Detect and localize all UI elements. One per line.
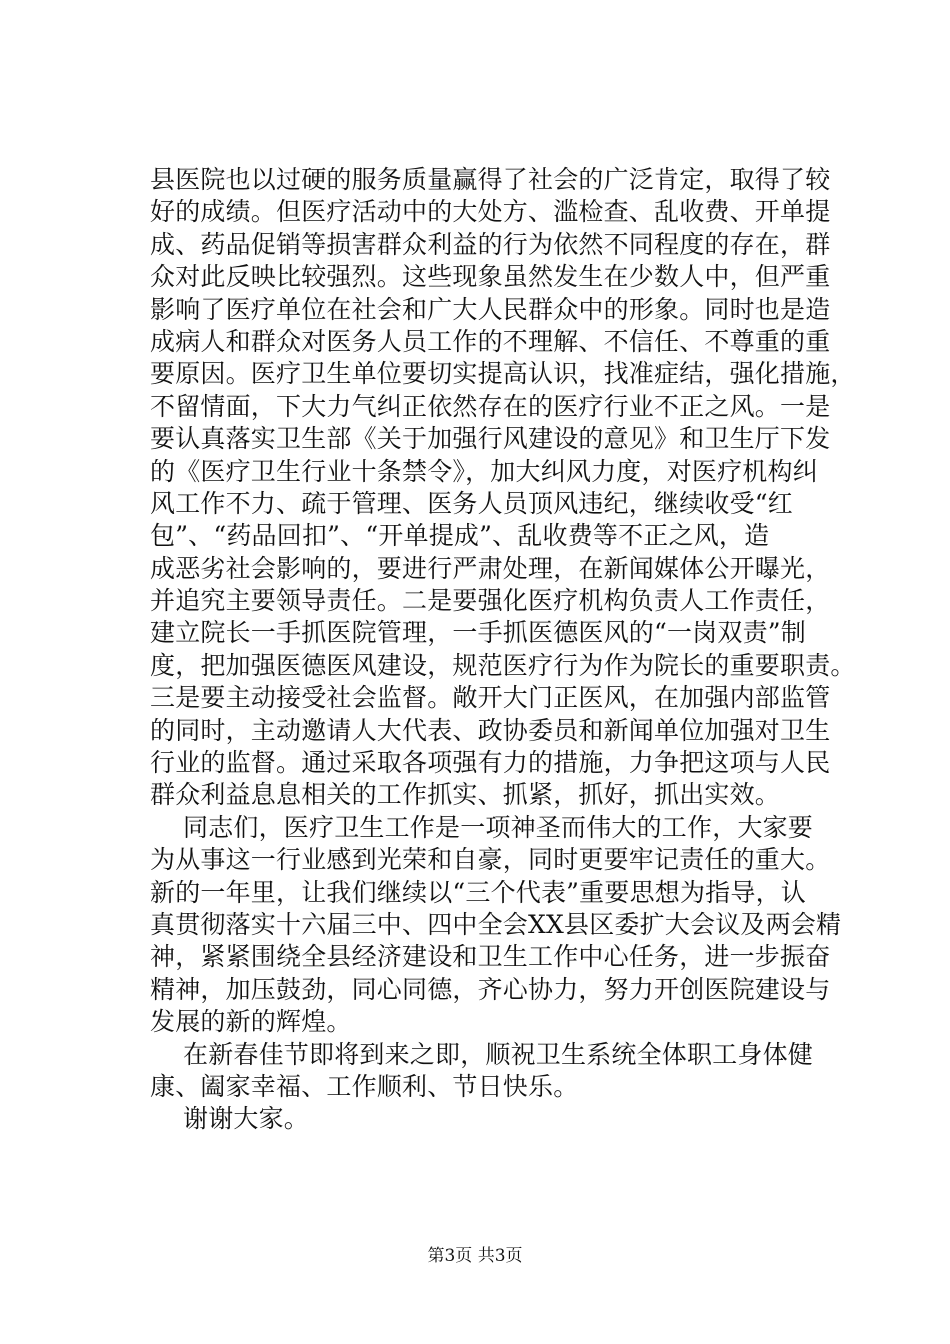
text-line: 成恶劣社会影响的，要进行严肃处理，在新闻媒体公开曝光， [150, 553, 831, 583]
text-line: 度，把加强医德医风建设，规范医疗行为作为院长的重要职责。 [150, 650, 856, 680]
text-line: 好的成绩。但医疗活动中的大处方、滥检查、乱收费、开单提 [150, 197, 831, 227]
text-line: 要原因。医疗卫生单位要切实提高认识，找准症结，强化措施， [150, 359, 856, 389]
page-number-footer: 第3页 共3页 [427, 1246, 523, 1266]
text-line: 真贯彻落实十六届三中、四中全会XX县区委扩大会议及两会精 [150, 909, 842, 939]
text-line: 县医院也以过硬的服务质量赢得了社会的广泛肯定，取得了较 [150, 165, 831, 194]
text-line: 神，紧紧围绕全县经济建设和卫生工作中心任务，进一步振奋 [150, 942, 831, 972]
text-line: 要认真落实卫生部《关于加强行风建设的意见》和卫生厅下发 [150, 424, 831, 454]
text-line: 影响了医疗单位在社会和广大人民群众中的形象。同时也是造 [150, 294, 831, 324]
text-line: 新的一年里，让我们继续以“三个代表”重要思想为指导，认 [150, 877, 806, 907]
text-line: 风工作不力、疏于管理、医务人员顶风违纪，继续收受“红 [150, 488, 793, 518]
text-line: 行业的监督。通过采取各项强有力的措施，力争把这项与人民 [150, 748, 831, 778]
text-line: 三是要主动接受社会监督。敞开大门正医风，在加强内部监管 [150, 683, 831, 713]
text-line: 康、阖家幸福、工作顺利、节日快乐。 [150, 1071, 579, 1101]
text-line: 精神，加压鼓劲，同心同德，齐心协力，努力开创医院建设与 [150, 974, 831, 1004]
text-line: 为从事这一行业感到光荣和自豪，同时更要牢记责任的重大。 [150, 845, 831, 875]
text-line: 包”、“药品回扣”、“开单提成”、乱收费等不正之风，造 [150, 521, 770, 551]
text-line: 成病人和群众对医务人员工作的不理解、不信任、不尊重的重 [150, 326, 831, 356]
paragraph-start-line: 在新春佳节即将到来之即，顺祝卫生系统全体职工身体健 [183, 1039, 814, 1069]
document-body [150, 164, 856, 1136]
text-line: 的《医疗卫生行业十条禁令》，加大纠风力度，对医疗机构纠 [150, 456, 818, 486]
closing-line: 谢谢大家。 [183, 1104, 310, 1134]
paragraph-start-line: 同志们，医疗卫生工作是一项神圣而伟大的工作，大家要 [183, 812, 814, 842]
text-line: 建立院长一手抓医院管理，一手抓医德医风的“一岗双责”制 [150, 618, 806, 648]
text-line: 群众利益息息相关的工作抓实、抓紧，抓好，抓出实效。 [150, 780, 781, 810]
text-line: 发展的新的辉煌。 [150, 1007, 352, 1037]
text-line: 众对此反映比较强烈。这些现象虽然发生在少数人中，但严重 [150, 262, 831, 292]
text-line: 的同时，主动邀请人大代表、政协委员和新闻单位加强对卫生 [150, 715, 831, 745]
text-line: 并追究主要领导责任。二是要强化医疗机构负责人工作责任， [150, 586, 831, 616]
text-line: 成、药品促销等损害群众利益的行为依然不同程度的存在，群 [150, 229, 831, 259]
text-line: 不留情面，下大力气纠正依然存在的医疗行业不正之风。一是 [150, 391, 831, 421]
